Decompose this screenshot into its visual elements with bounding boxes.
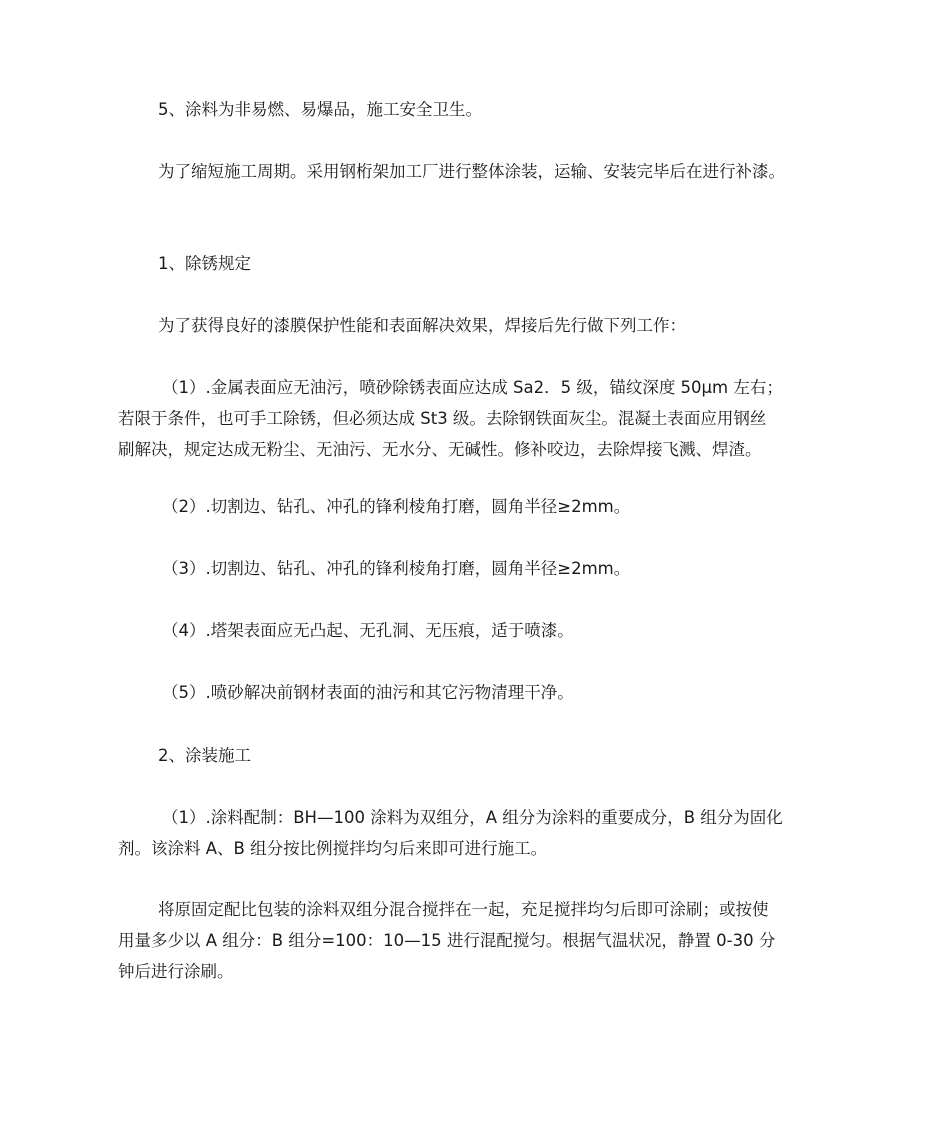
paragraph-item-2 bbox=[118, 491, 838, 522]
text-line: 为了获得良好的漆膜保护性能和表面解决效果，焊接后先行做下列工作： bbox=[158, 316, 686, 335]
text-line: 钟后进行涂刷。 bbox=[118, 962, 234, 981]
paragraph-item-5 bbox=[118, 677, 838, 708]
text-line: 剂。该涂料 A、B 组分按比例搅拌均匀后来即可进行施工。 bbox=[118, 839, 548, 858]
paragraph-construction-period bbox=[118, 156, 838, 187]
text-line: 用量多少以 A 组分：B 组分=100：10—15 进行混配搅匀。根据气温状况，静置 0-30 分 bbox=[118, 931, 776, 950]
text-line: （5）.喷砂解决前钢材表面的油污和其它污物清理干净。 bbox=[162, 683, 574, 702]
paragraph-rust-intro bbox=[118, 310, 838, 341]
paragraph-item-1 bbox=[118, 372, 838, 465]
text-line: （1）.金属表面应无油污，喷砂除锈表面应达成 Sa2．5 级，锚纹深度 50μm 左右； bbox=[162, 378, 783, 397]
text-line: 2、涂装施工 bbox=[158, 746, 251, 765]
text-line: 若限于条件，也可手工除锈，但必须达成 St3 级。去除钢铁面灰尘。混凝土表面应用钢丝 bbox=[118, 409, 767, 428]
text-line: 刷解决，规定达成无粉尘、无油污、无水分、无碱性。修补咬边，去除焊接飞溅、焊渣。 bbox=[118, 440, 762, 459]
heading-rust-removal bbox=[118, 248, 838, 279]
paragraph-coating-preparation bbox=[118, 802, 838, 864]
paragraph-safety-note bbox=[118, 94, 838, 125]
text-line: 5、涂料为非易燃、易爆品，施工安全卫生。 bbox=[158, 100, 482, 119]
paragraph-item-3 bbox=[118, 553, 838, 584]
text-line: （2）.切割边、钻孔、冲孔的锋利棱角打磨，圆角半径≥2mm。 bbox=[162, 497, 631, 516]
text-line: （1）.涂料配制：BH—100 涂料为双组分，A 组分为涂料的重要成分，B 组分为固化 bbox=[162, 808, 783, 827]
text-line: 为了缩短施工周期。采用钢桁架加工厂进行整体涂装，运输、安装完毕后在进行补漆。 bbox=[158, 162, 785, 181]
text-line: 将原固定配比包装的涂料双组分混合搅拌在一起，充足搅拌均匀后即可涂刷；或按使 bbox=[158, 900, 769, 919]
text-line: 1、除锈规定 bbox=[158, 254, 251, 273]
heading-coating-construction bbox=[118, 740, 838, 771]
paragraph-mixing-procedure bbox=[118, 894, 838, 987]
text-line: （4）.塔架表面应无凸起、无孔洞、无压痕，适于喷漆。 bbox=[162, 621, 574, 640]
paragraph-item-4 bbox=[118, 615, 838, 646]
text-line: （3）.切割边、钻孔、冲孔的锋利棱角打磨，圆角半径≥2mm。 bbox=[162, 559, 631, 578]
